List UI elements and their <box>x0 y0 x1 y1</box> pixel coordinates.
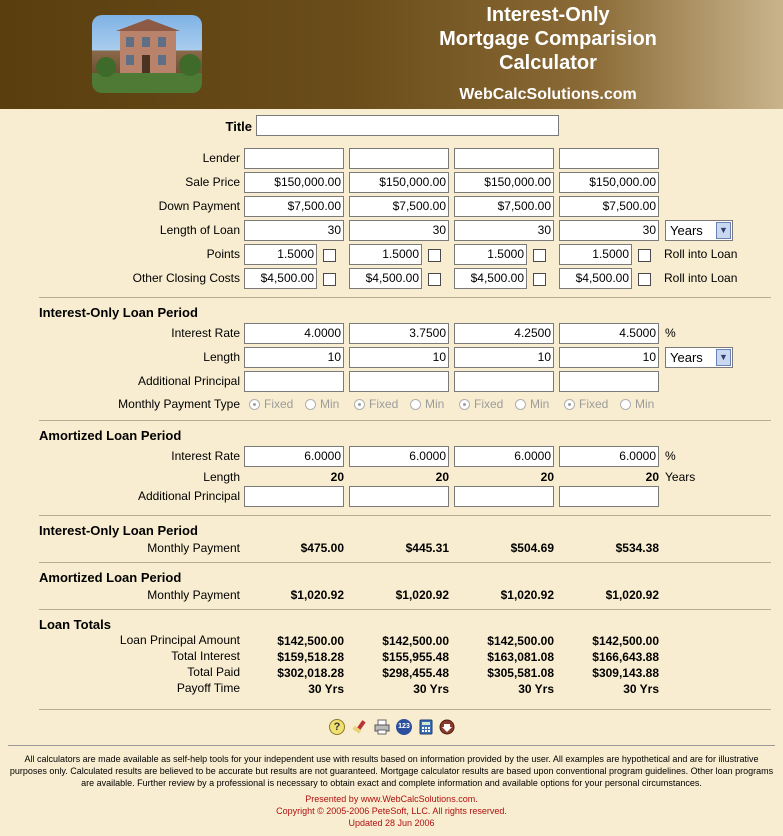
app-title-line1: Interest-Only <box>486 4 610 26</box>
sale-price-input-2[interactable]: $150,000.00 <box>349 172 449 193</box>
total-paid-value-3: $305,581.08 <box>487 666 554 680</box>
loan-length-input-4[interactable]: 30 <box>559 220 659 241</box>
am-length-label: Length <box>203 470 240 484</box>
am-length-unit: Years <box>665 470 696 484</box>
updated-text: Updated 28 Jun 2006 <box>348 818 435 828</box>
io-payment-label: Monthly Payment <box>147 541 240 555</box>
total-interest-value-3: $163,081.08 <box>487 650 554 664</box>
am-additional-input-4[interactable] <box>559 486 659 507</box>
io-additional-input-3[interactable] <box>454 371 554 392</box>
principal-value-1: $142,500.00 <box>277 634 344 648</box>
divider <box>39 420 771 421</box>
payment-type-fixed-radio-3[interactable] <box>459 399 470 410</box>
divider <box>39 709 771 710</box>
closing-roll-checkbox-3[interactable] <box>533 273 546 286</box>
payment-type-min-radio-1[interactable] <box>305 399 316 410</box>
am-length-value-1: 20 <box>330 470 344 484</box>
app-title-line3: Calculator <box>499 52 597 74</box>
am-payment-value-3: $1,020.92 <box>500 588 554 602</box>
io-length-input-3[interactable]: 10 <box>454 347 554 368</box>
io-payment-value-2: $445.31 <box>405 541 449 555</box>
payoff-label: Payoff Time <box>176 681 240 695</box>
print-icon[interactable] <box>374 719 390 735</box>
am-length-value-4: 20 <box>645 470 659 484</box>
closing-costs-label: Other Closing Costs <box>132 271 240 285</box>
am-rate-input-3[interactable]: 6.0000 <box>454 446 554 467</box>
io-length-unit-value: Years <box>670 350 703 365</box>
points-input-3[interactable]: 1.5000 <box>454 244 527 265</box>
io-rate-input-2[interactable]: 3.7500 <box>349 323 449 344</box>
am-length-value-2: 20 <box>435 470 449 484</box>
io-length-label: Length <box>203 350 240 364</box>
points-input-2[interactable]: 1.5000 <box>349 244 422 265</box>
io-additional-input-1[interactable] <box>244 371 344 392</box>
footer-divider <box>8 745 775 746</box>
payment-type-min-label-1: Min <box>320 397 340 411</box>
principal-value-3: $142,500.00 <box>487 634 554 648</box>
number-format-icon[interactable]: 123 <box>396 719 412 735</box>
lender-input-2[interactable] <box>349 148 449 169</box>
io-rate-percent: % <box>665 326 676 340</box>
closing-costs-input-3[interactable]: $4,500.00 <box>454 268 527 289</box>
points-roll-checkbox-1[interactable] <box>323 249 336 262</box>
total-paid-value-4: $309,143.88 <box>592 666 659 680</box>
io-length-unit-select[interactable] <box>665 347 733 368</box>
chevron-down-icon: ▼ <box>716 222 731 239</box>
payoff-value-2: 30 Yrs <box>413 682 449 696</box>
total-interest-label: Total Interest <box>171 649 240 663</box>
io-rate-label: Interest Rate <box>171 326 240 340</box>
io-rate-input-4[interactable]: 4.5000 <box>559 323 659 344</box>
am-rate-input-2[interactable]: 6.0000 <box>349 446 449 467</box>
loan-length-input-2[interactable]: 30 <box>349 220 449 241</box>
payment-type-fixed-label-2: Fixed <box>369 397 399 411</box>
divider <box>39 515 771 516</box>
sale-price-input-3[interactable]: $150,000.00 <box>454 172 554 193</box>
am-additional-input-3[interactable] <box>454 486 554 507</box>
payment-type-min-radio-2[interactable] <box>410 399 421 410</box>
download-icon[interactable] <box>439 719 455 735</box>
am-rate-input-1[interactable]: 6.0000 <box>244 446 344 467</box>
site-name: WebCalcSolutions.com <box>459 86 637 103</box>
am-additional-input-2[interactable] <box>349 486 449 507</box>
sale-price-label: Sale Price <box>185 175 240 189</box>
down-payment-label: Down Payment <box>158 199 240 213</box>
total-interest-value-1: $159,518.28 <box>277 650 344 664</box>
points-roll-checkbox-4[interactable] <box>638 249 651 262</box>
io-additional-input-2[interactable] <box>349 371 449 392</box>
payoff-value-4: 30 Yrs <box>623 682 659 696</box>
lender-input-4[interactable] <box>559 148 659 169</box>
am-results-heading: Amortized Loan Period <box>39 570 182 585</box>
payment-type-fixed-radio-2[interactable] <box>354 399 365 410</box>
closing-roll-checkbox-4[interactable] <box>638 273 651 286</box>
principal-value-4: $142,500.00 <box>592 634 659 648</box>
divider <box>39 297 771 298</box>
io-additional-input-4[interactable] <box>559 371 659 392</box>
payment-type-min-label-2: Min <box>425 397 445 411</box>
closing-costs-input-2[interactable]: $4,500.00 <box>349 268 422 289</box>
payoff-value-3: 30 Yrs <box>518 682 554 696</box>
total-interest-value-4: $166,643.88 <box>592 650 659 664</box>
io-length-input-1[interactable]: 10 <box>244 347 344 368</box>
loan-length-unit-select[interactable] <box>665 220 733 241</box>
am-rate-percent: % <box>665 449 676 463</box>
am-payment-label: Monthly Payment <box>147 588 240 602</box>
am-period-heading: Amortized Loan Period <box>39 428 182 443</box>
down-payment-input-4[interactable]: $7,500.00 <box>559 196 659 217</box>
principal-value-2: $142,500.00 <box>382 634 449 648</box>
closing-roll-checkbox-1[interactable] <box>323 273 336 286</box>
sale-price-input-4[interactable]: $150,000.00 <box>559 172 659 193</box>
io-rate-input-1[interactable]: 4.0000 <box>244 323 344 344</box>
io-period-heading: Interest-Only Loan Period <box>39 305 198 320</box>
payment-type-fixed-label-4: Fixed <box>579 397 609 411</box>
down-payment-input-2[interactable]: $7,500.00 <box>349 196 449 217</box>
presented-by-link[interactable]: Presented by www.WebCalcSolutions.com. <box>305 794 478 804</box>
am-payment-value-2: $1,020.92 <box>395 588 449 602</box>
title-input[interactable] <box>256 115 559 136</box>
points-roll-checkbox-2[interactable] <box>428 249 441 262</box>
clear-icon[interactable] <box>352 719 368 735</box>
closing-costs-input-4[interactable]: $4,500.00 <box>559 268 632 289</box>
closing-roll-checkbox-2[interactable] <box>428 273 441 286</box>
total-interest-value-2: $155,955.48 <box>382 650 449 664</box>
io-results-heading: Interest-Only Loan Period <box>39 523 198 538</box>
loan-length-input-3[interactable]: 30 <box>454 220 554 241</box>
io-payment-value-1: $475.00 <box>300 541 344 555</box>
loan-length-input-1[interactable]: 30 <box>244 220 344 241</box>
points-roll-label: Roll into Loan <box>664 247 738 261</box>
payment-type-label: Monthly Payment Type <box>118 397 240 411</box>
payment-type-min-label-3: Min <box>530 397 550 411</box>
am-rate-input-4[interactable]: 6.0000 <box>559 446 659 467</box>
payment-type-min-label-4: Min <box>635 397 655 411</box>
calculator-icon[interactable] <box>418 719 434 735</box>
total-paid-value-2: $298,455.48 <box>382 666 449 680</box>
house-photo <box>92 15 202 93</box>
points-roll-checkbox-3[interactable] <box>533 249 546 262</box>
principal-label: Loan Principal Amount <box>119 633 240 647</box>
am-additional-label: Additional Principal <box>137 489 240 503</box>
payment-type-min-radio-3[interactable] <box>515 399 526 410</box>
payment-type-min-radio-4[interactable] <box>620 399 631 410</box>
payment-type-fixed-label-1: Fixed <box>264 397 294 411</box>
title-label: Title <box>225 119 252 134</box>
down-payment-input-3[interactable]: $7,500.00 <box>454 196 554 217</box>
divider <box>39 609 771 610</box>
am-payment-value-4: $1,020.92 <box>605 588 659 602</box>
divider <box>39 562 771 563</box>
payment-type-fixed-label-3: Fixed <box>474 397 504 411</box>
length-of-loan-label: Length of Loan <box>159 223 240 237</box>
loan-totals-heading: Loan Totals <box>39 617 111 632</box>
payment-type-fixed-radio-4[interactable] <box>564 399 575 410</box>
lender-input-1[interactable] <box>244 148 344 169</box>
disclaimer-text: All calculators are made available as self-help tools for your independent use with results based on information provided by the user. All examples are hypothetical and are for illustrative purposes only. Calculated results are believed to be accurate but results are not guaranteed. Mortgage calculator results are based upon conventional program guidelines. Other loan programs are available. Further review by a professional is necessary to obtain exact and complete information and available options for your personal circumstances. <box>9 754 774 788</box>
payment-type-fixed-radio-1[interactable] <box>249 399 260 410</box>
points-input-4[interactable]: 1.5000 <box>559 244 632 265</box>
io-rate-input-3[interactable]: 4.2500 <box>454 323 554 344</box>
down-payment-input-1[interactable]: $7,500.00 <box>244 196 344 217</box>
lender-label: Lender <box>202 151 240 165</box>
io-additional-label: Additional Principal <box>137 374 240 388</box>
total-paid-value-1: $302,018.28 <box>277 666 344 680</box>
points-input-1[interactable]: 1.5000 <box>244 244 317 265</box>
payoff-value-1: 30 Yrs <box>308 682 344 696</box>
total-paid-label: Total Paid <box>187 665 240 679</box>
loan-length-unit-value: Years <box>670 223 703 238</box>
copyright-text: Copyright © 2005-2006 PeteSoft, LLC. All rights reserved. <box>276 806 507 816</box>
am-length-value-3: 20 <box>540 470 554 484</box>
sale-price-input-1[interactable]: $150,000.00 <box>244 172 344 193</box>
points-label: Points <box>206 247 240 261</box>
io-payment-value-3: $504.69 <box>510 541 554 555</box>
closing-costs-input-1[interactable]: $4,500.00 <box>244 268 317 289</box>
closing-roll-label: Roll into Loan <box>664 271 738 285</box>
lender-input-3[interactable] <box>454 148 554 169</box>
am-payment-value-1: $1,020.92 <box>290 588 344 602</box>
help-icon[interactable]: ? <box>329 719 345 735</box>
io-length-input-2[interactable]: 10 <box>349 347 449 368</box>
io-length-input-4[interactable]: 10 <box>559 347 659 368</box>
chevron-down-icon: ▼ <box>716 349 731 366</box>
am-additional-input-1[interactable] <box>244 486 344 507</box>
app-title-line2: Mortgage Comparision <box>439 28 657 50</box>
am-rate-label: Interest Rate <box>171 449 240 463</box>
io-payment-value-4: $534.38 <box>615 541 659 555</box>
